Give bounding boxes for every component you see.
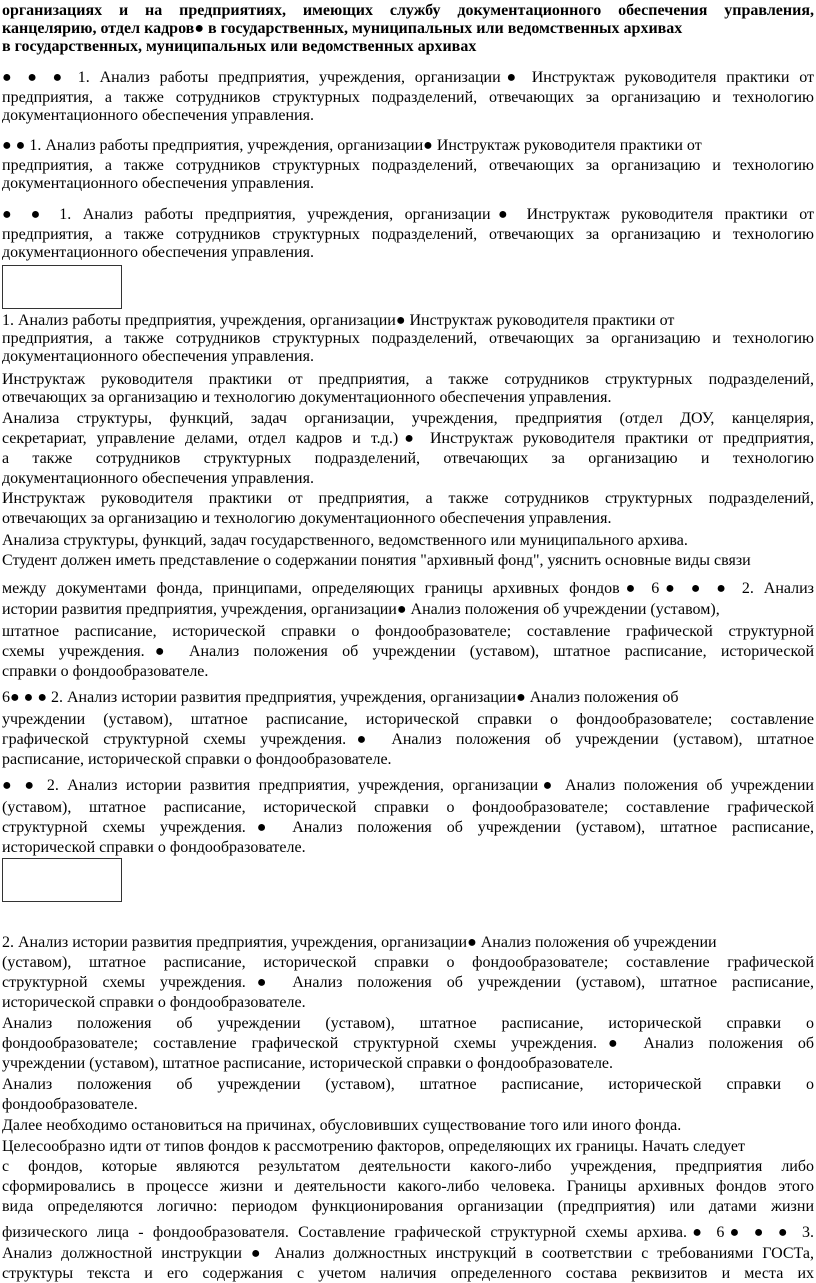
text-line: ● ● 2. Анализ истории развития предприятия, учреждения, организации● Анализ положения об учреждении (2, 777, 814, 794)
text-line: документационного обеспечения управления. (2, 470, 314, 487)
text-line: Анализ должностной инструкции ● Анализ должностных инструкций в соответствии с требованиями ГОСТа, (2, 1245, 814, 1262)
text-line: ● ● ● 1. Анализ работы предприятия, учреждения, организации● Инструктаж руководителя практики от (2, 69, 814, 86)
text-line: Инструктаж руководителя практики от предприятия, а также сотрудников структурных подразделений, (2, 371, 814, 388)
text-line: вида определяются логично: периодом функционирования организации (предприятия) или датами жизни (2, 1198, 814, 1215)
text-line: структурной схемы учреждения.● Анализ положения об учреждении (уставом), штатное расписание, (2, 974, 814, 991)
text-line: предприятия, а также сотрудников структурных подразделений, отвечающих за организацию и технологию (2, 157, 814, 174)
text-line: 2. Анализ истории развития предприятия, учреждения, организации● Анализ положения об учреждении (2, 934, 717, 951)
text-line: между документами фонда, принципами, определяющих границы архивных фондов● 6● ● ● 2. Анализ (2, 580, 814, 597)
text-line: Далее необходимо остановиться на причинах, обусловивших существование того или иного фонда. (2, 1117, 682, 1134)
text-line: расписание, исторической справки о фондообразователе. (2, 751, 392, 768)
text-line: исторической справки о фондообразователе. (2, 839, 306, 856)
text-line: ● ● 1. Анализ работы предприятия, учреждения, организации● Инструктаж руководителя практики от (2, 206, 814, 223)
text-line: отвечающих за организацию и технологию документационного обеспечения управления. (2, 389, 612, 406)
text-line: предприятия, а также сотрудников структурных подразделений, отвечающих за организацию и технологию (2, 226, 814, 243)
text-line: канцелярию, отдел кадров● в государственных, муниципальных или ведомственных архивах (2, 20, 683, 37)
text-line: графической структурной схемы учреждения.● Анализ положения об учреждении (уставом), штатное (2, 731, 814, 748)
text-line: фондообразователе; составление графической структурной схемы учреждения.● Анализ положения об (2, 1035, 814, 1052)
text-line: Инструктаж руководителя практики от предприятия, а также сотрудников структурных подразделений, (2, 490, 814, 507)
text-line: в государственных, муниципальных или ведомственных архивах (2, 38, 477, 55)
text-line: документационного обеспечения управления. (2, 107, 314, 124)
text-line: отвечающих за организацию и технологию документационного обеспечения управления. (2, 510, 612, 527)
text-line: Анализа структуры, функций, задач государственного, ведомственного или муниципального архива. (2, 532, 688, 549)
text-line: 1. Анализ работы предприятия, учреждения, организации● Инструктаж руководителя практики от (2, 312, 675, 329)
text-line: (уставом), штатное расписание, исторической справки о фондообразователе; составление графической (2, 954, 814, 971)
text-line: сформировались в процессе жизни и деятельности какого-либо человека. Границы архивных фондов этого (2, 1178, 814, 1195)
text-line: ● ● 1. Анализ работы предприятия, учреждения, организации● Инструктаж руководителя практики от (2, 137, 702, 154)
text-line: Целесообразно идти от типов фондов к рассмотрению факторов, определяющих их границы. Начать следует (2, 1138, 746, 1155)
text-line: организациях и на предприятиях, имеющих службу документационного обеспечения управления, (2, 2, 814, 19)
text-line: документационного обеспечения управления. (2, 175, 314, 192)
text-line: (уставом), штатное расписание, исторической справки о фондообразователе; составление графической (2, 799, 814, 816)
text-line: документационного обеспечения управления. (2, 244, 314, 261)
text-line: Анализ положения об учреждении (уставом), штатное расписание, исторической справки о (2, 1076, 814, 1093)
text-line: схемы учреждения.● Анализ положения об учреждении (уставом), штатное расписание, исторической (2, 643, 814, 660)
text-line: предприятия, а также сотрудников структурных подразделений, отвечающих за организацию и технологию (2, 89, 814, 106)
text-line: Анализ положения об учреждении (уставом), штатное расписание, исторической справки о (2, 1015, 814, 1032)
text-line: Анализа структуры, функций, задач организации, учреждения, предприятия (отдел ДОУ, канцелярия, (2, 410, 814, 427)
text-line: физического лица - фондообразователя. Составление графической структурной схемы архива.● 6● ● ● 3. (2, 1224, 814, 1241)
empty-image-placeholder (2, 265, 122, 309)
text-line: структурной схемы учреждения.● Анализ положения об учреждении (уставом), штатное расписание, (2, 819, 814, 836)
text-line: исторической справки о фондообразователе. (2, 994, 306, 1011)
text-line: а также сотрудников структурных подразделений, отвечающих за организацию и технологию (2, 450, 814, 467)
text-line: 6● ● ● 2. Анализ истории развития предприятия, учреждения, организации● Анализ положения об (2, 689, 679, 706)
text-line: справки о фондообразователе. (2, 663, 209, 680)
text-line: штатное расписание, исторической справки о фондообразователе; составление графической структурной (2, 623, 814, 640)
text-line: учреждении (уставом), штатное расписание, исторической справки о фондообразователе; составление (2, 711, 814, 728)
text-line: истории развития предприятия, учреждения, организации● Анализ положения об учреждении (уставом), (2, 601, 720, 618)
text-line: секретариат, управление делами, отдел кадров и т.д.)● Инструктаж руководителя практики от предприятия, (2, 430, 814, 447)
text-line: с фондов, которые являются результатом деятельности какого-либо учреждения, предприятия либо (2, 1158, 814, 1175)
empty-image-placeholder (2, 858, 122, 902)
text-line: фондообразователе. (2, 1096, 138, 1113)
text-line: предприятия, а также сотрудников структурных подразделений, отвечающих за организацию и технологию (2, 330, 814, 347)
text-line: документационного обеспечения управления. (2, 348, 314, 365)
text-line: структуры текста и его содержания с учетом наличия определенного состава реквизитов и места их (2, 1265, 814, 1282)
text-line: учреждении (уставом), штатное расписание, исторической справки о фондообразователе. (2, 1055, 614, 1072)
text-line: Студент должен иметь представление о содержании понятия "архивный фонд", уяснить основные виды связи (2, 552, 751, 569)
